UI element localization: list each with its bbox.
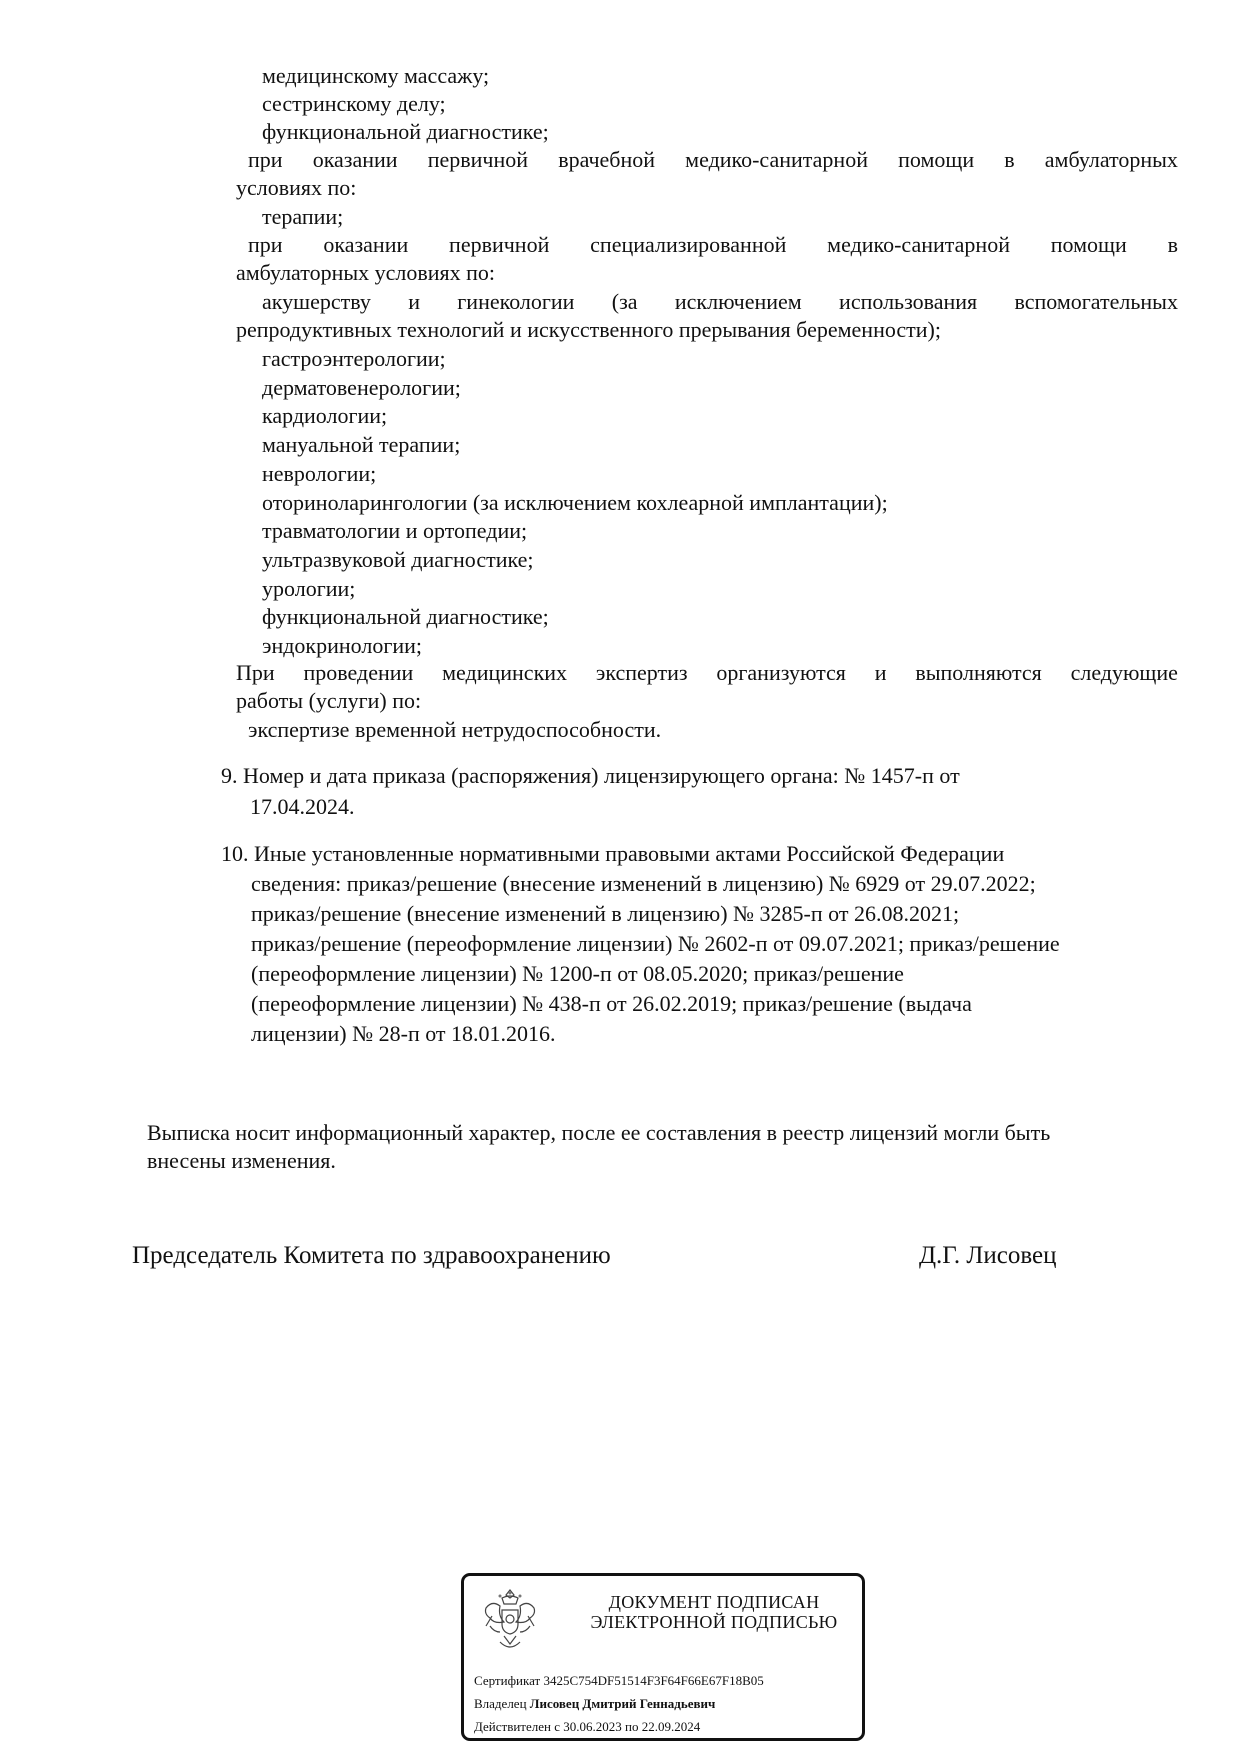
- specialized-care-heading-cont: амбулаторных условиях по:: [236, 260, 496, 285]
- list-item: функциональной диагностике;: [262, 604, 549, 630]
- word: исключением: [674, 289, 802, 314]
- word: помощи: [898, 147, 975, 172]
- word: медицинских: [442, 660, 568, 685]
- word: специализированной: [590, 232, 787, 257]
- list-item: кардиологии;: [262, 403, 388, 429]
- stamp-validity: Действителен с 30.06.2023 по 22.09.2024: [474, 1719, 701, 1734]
- word: помощи: [1050, 232, 1127, 257]
- notice-text: Выписка носит информационный характер, после ее составления в реестр лицензий могли быть: [147, 1120, 1051, 1145]
- word: при: [248, 232, 283, 257]
- list-item: функциональной диагностике;: [262, 119, 549, 144]
- word: медико-санитарной: [685, 147, 868, 172]
- word: первичной: [449, 232, 550, 257]
- word: проведении: [303, 660, 414, 685]
- item-10: 10. Иные установленные нормативными правовыми актами Российской Федерации: [221, 841, 1005, 866]
- list-item: травматологии и ортопедии;: [262, 518, 528, 544]
- coat-of-arms-icon: [478, 1586, 542, 1658]
- item-9: 9. Номер и дата приказа (распоряжения) лицензирующего органа: № 1457-п от: [221, 763, 960, 788]
- item-10-cont: приказ/решение (переоформление лицензии) № 2602-п от 09.07.2021; приказ/решение: [251, 931, 1060, 956]
- list-item: экспертизе временной нетрудоспособности.: [248, 717, 662, 742]
- stamp-owner: Владелец Лисовец Дмитрий Геннадьевич: [474, 1696, 716, 1711]
- list-item: сестринскому делу;: [262, 91, 446, 116]
- item-9-cont: 17.04.2024.: [250, 794, 355, 819]
- item-10-cont: сведения: приказ/решение (внесение изменений в лицензию) № 6929 от 29.07.2022;: [251, 871, 1036, 896]
- word: и: [408, 289, 420, 314]
- stamp-title-line2: ЭЛЕКТРОННОЙ ПОДПИСЬЮ: [590, 1612, 838, 1632]
- word: медико-санитарной: [827, 232, 1010, 257]
- word: в: [1004, 147, 1015, 172]
- obstetrics-item: [262, 289, 1178, 315]
- primary-care-heading: [248, 147, 1178, 173]
- word: экспертиз: [595, 660, 688, 685]
- word: организуются: [716, 660, 846, 685]
- word: следующие: [1070, 660, 1178, 685]
- list-item: медицинскому массажу;: [262, 63, 490, 88]
- item-10-cont: лицензии) № 28-п от 18.01.2016.: [251, 1021, 556, 1046]
- item-10-cont: (переоформление лицензии) № 1200-п от 08.05.2020; приказ/решение: [251, 961, 904, 986]
- word: врачебной: [558, 147, 656, 172]
- list-item: ультразвуковой диагностике;: [262, 546, 534, 572]
- word: амбулаторных: [1044, 147, 1178, 172]
- word: и: [874, 660, 887, 685]
- specialized-care-heading: [248, 232, 1178, 258]
- word: при: [248, 147, 283, 172]
- signatory-position: Председатель Комитета по здравоохранению: [132, 1242, 611, 1269]
- item-10-cont: (переоформление лицензии) № 438-п от 26.02.2019; приказ/решение (выдача: [251, 991, 972, 1016]
- word: вспомогательных: [1014, 289, 1178, 314]
- word: в: [1167, 232, 1178, 257]
- word: акушерству: [262, 289, 371, 314]
- list-item: гастроэнтерологии;: [262, 346, 446, 371]
- stamp-certificate: Сертификат 3425C754DF51514F3F64F66E67F18B05: [474, 1673, 764, 1688]
- list-item: мануальной терапии;: [262, 432, 461, 458]
- word: (за: [611, 289, 638, 314]
- word: оказании: [312, 147, 398, 172]
- stamp-title-line1: ДОКУМЕНТ ПОДПИСАН: [608, 1592, 820, 1612]
- word: выполняются: [915, 660, 1042, 685]
- primary-care-heading-cont: условиях по:: [236, 175, 357, 200]
- word: использования: [839, 289, 978, 314]
- obstetrics-item-cont: репродуктивных технологий и искусственного прерывания беременности);: [236, 317, 941, 342]
- list-item: оториноларингологии (за исключением кохлеарной имплантации);: [262, 489, 888, 515]
- word: первичной: [427, 147, 529, 172]
- expertise-heading: [236, 660, 1178, 686]
- item-10-cont: приказ/решение (внесение изменений в лицензию) № 3285-п от 26.08.2021;: [251, 901, 960, 926]
- electronic-signature-stamp: [461, 1573, 865, 1741]
- list-item: дерматовенерологии;: [262, 374, 461, 400]
- notice-text-cont: внесены изменения.: [147, 1148, 336, 1173]
- word: При: [236, 660, 275, 685]
- list-item: урологии;: [262, 575, 356, 601]
- list-item: неврологии;: [262, 460, 377, 486]
- word: оказании: [323, 232, 409, 257]
- list-item: эндокринологии;: [262, 633, 423, 658]
- expertise-heading-cont: работы (услуги) по:: [236, 688, 422, 713]
- word: гинекологии: [457, 289, 575, 314]
- signatory-name: Д.Г. Лисовец: [919, 1242, 1057, 1269]
- list-item: терапии;: [262, 204, 344, 229]
